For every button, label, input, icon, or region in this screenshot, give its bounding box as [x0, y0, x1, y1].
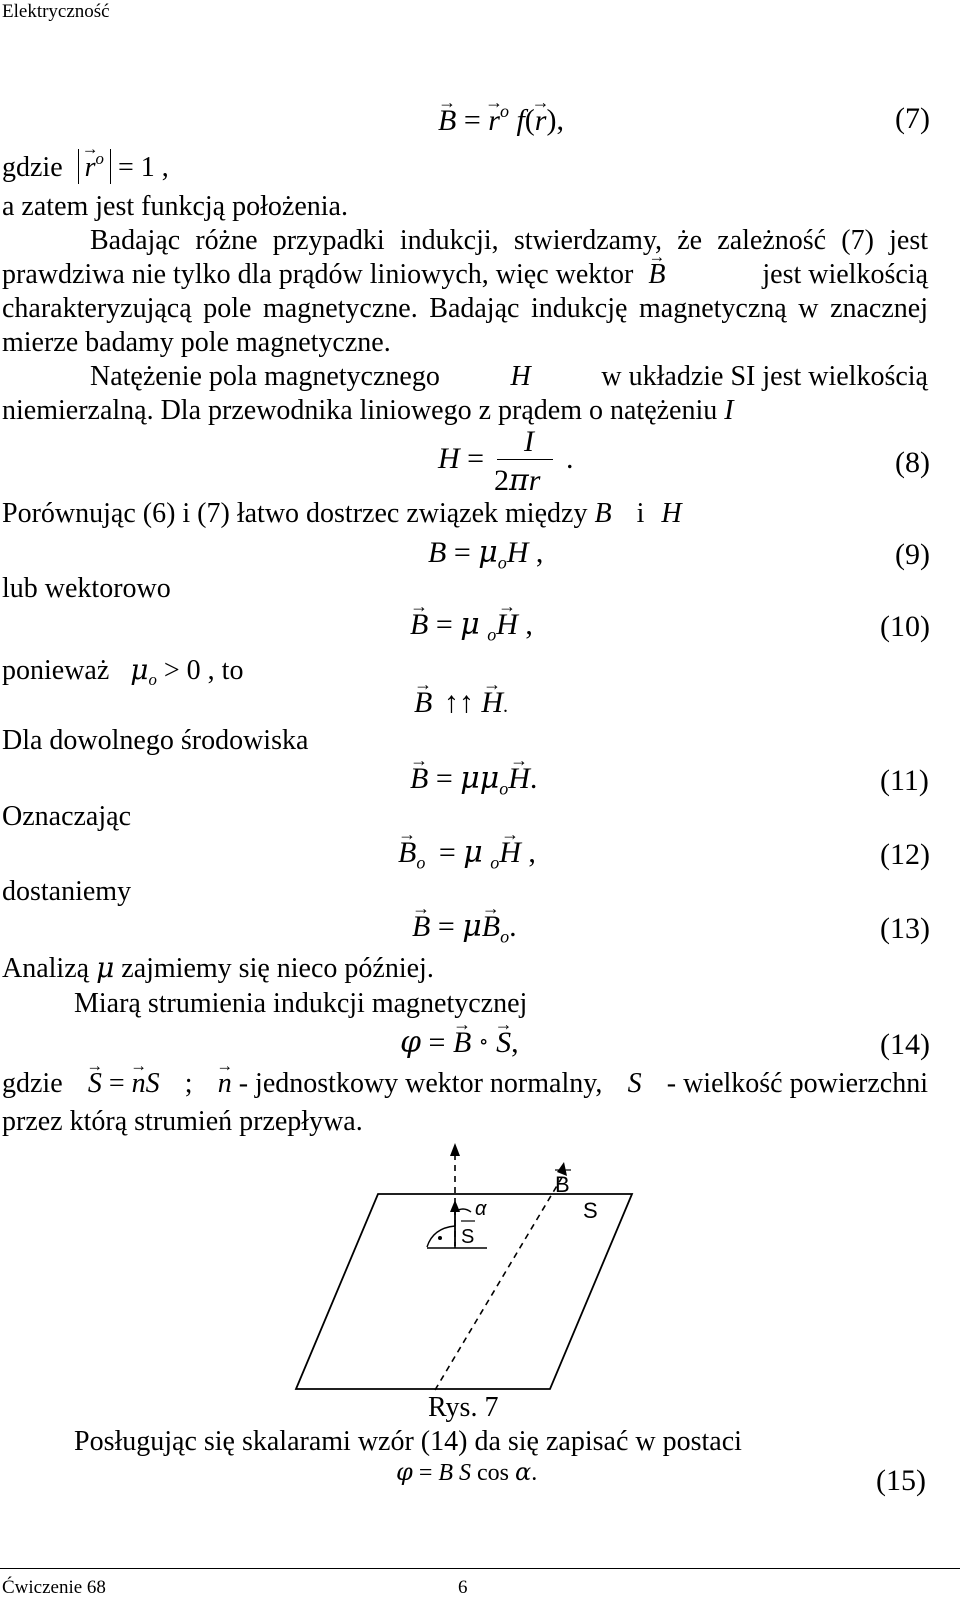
text: gdzie — [2, 1068, 63, 1099]
equals-one: = 1 , — [117, 151, 169, 183]
comma: , — [528, 836, 536, 869]
text-line — [2, 500, 682, 528]
text-line: Miarą strumienia indukcji magnetycznej — [74, 988, 528, 1019]
symbol-s: S — [459, 1460, 472, 1486]
sub-o: o — [500, 926, 510, 947]
digit: 2 — [494, 464, 509, 497]
vec-n: → n — [132, 1070, 146, 1098]
fraction-bar — [497, 459, 553, 460]
equation-number-14: (14) — [880, 1028, 930, 1061]
semicolon: ; — [184, 1068, 193, 1099]
parallel-relation — [414, 688, 508, 718]
period: . — [566, 442, 574, 475]
text-line: mierze badamy pole magnetyczne. — [2, 327, 391, 358]
cos-function: cos — [477, 1460, 510, 1486]
n-desc — [218, 1070, 603, 1098]
equals: = — [453, 536, 471, 569]
text-line — [90, 363, 928, 391]
paren: ( — [524, 103, 535, 137]
page-number: 6 — [458, 1577, 468, 1598]
up-arrow-icon: ↑ — [458, 686, 474, 719]
plane-surface — [296, 1194, 632, 1389]
equation-number-15: (15) — [876, 1464, 926, 1497]
equation-14 — [400, 1025, 519, 1060]
vec-b: → B — [482, 912, 500, 942]
vec-b: → B — [414, 688, 432, 718]
text-line — [2, 653, 244, 689]
phi: φ — [400, 1025, 422, 1060]
pi: π — [509, 463, 529, 498]
alpha-label: α — [475, 1198, 487, 1220]
text-line — [2, 1070, 928, 1098]
equals: = — [463, 103, 481, 137]
symbol-h: H — [661, 498, 682, 529]
equals: = — [435, 762, 453, 795]
gdzie-line — [2, 149, 169, 184]
paren: ), — [546, 103, 564, 137]
dot-product-icon: ∘ — [478, 1031, 489, 1053]
symbol-b: B — [428, 536, 447, 569]
sup-o: o — [95, 149, 104, 168]
text-line: Oznaczając — [2, 801, 131, 832]
symbol-s: S — [627, 1068, 642, 1099]
text-line: a zatem jest funkcją położenia. — [2, 191, 348, 222]
symbol-i: I — [524, 425, 534, 458]
conjunction: i — [636, 498, 645, 529]
s-vector-label: S — [461, 1226, 475, 1248]
text-line: przez którą strumień przepływa. — [2, 1106, 363, 1137]
text: prawdziwa nie tylko dla prądów liniowych, więc wektor — [2, 259, 634, 290]
vec-h: → H — [499, 838, 521, 868]
equation-15 — [396, 1460, 537, 1485]
equals: = — [467, 442, 485, 475]
equation-number-13: (13) — [880, 912, 930, 945]
sub-o: o — [487, 624, 497, 645]
vec-s: → S — [496, 1028, 511, 1058]
comma: , — [535, 536, 544, 569]
vec-r: → r — [488, 106, 500, 136]
equation-13 — [412, 909, 517, 947]
symbol-r: r — [528, 464, 541, 497]
text: Analizą — [2, 953, 90, 984]
figure-rys-7 — [285, 1140, 665, 1400]
text: > 0 , to — [163, 655, 244, 686]
mu: μ — [462, 909, 482, 944]
text-line: charakteryzującą pole magnetyczne. Badając indukcję magnetyczną w znacznej — [2, 293, 928, 324]
text-line — [2, 397, 734, 425]
period: . — [503, 695, 508, 717]
text: w układzie SI jest wielkością — [601, 361, 928, 392]
text: - jednostkowy wektor normalny, — [238, 1068, 603, 1099]
symbol-b: B — [438, 1460, 454, 1486]
period: . — [529, 762, 538, 795]
period: . — [531, 1460, 538, 1486]
vec-h: → H — [496, 610, 518, 640]
equals: = — [418, 1460, 433, 1486]
fraction-numerator — [508, 427, 550, 457]
sub-o: o — [490, 852, 500, 873]
vec-s: → S — [88, 1070, 102, 1098]
equation-number-11: (11) — [880, 764, 929, 797]
text: - wielkość powierzchni — [666, 1068, 928, 1099]
vec-b: → B — [453, 1028, 471, 1058]
equation-9 — [428, 535, 544, 573]
mu: μ — [130, 653, 149, 686]
equation-11 — [410, 761, 538, 799]
right-angle-dot — [438, 1236, 442, 1240]
phi: φ — [396, 1458, 413, 1486]
up-arrow-icon: ↑ — [443, 686, 459, 719]
text: Porównując (6) i (7) łatwo dostrzec związek między — [2, 498, 588, 529]
vec-b: → B — [648, 261, 665, 289]
text-line: Posługując się skalarami wzór (14) da się zapisać w postaci — [74, 1426, 742, 1457]
vec-h: → H — [508, 764, 530, 794]
mu-mu: μμ — [460, 761, 500, 796]
sub-o: o — [416, 852, 426, 873]
text: ponieważ — [2, 655, 110, 686]
mu: μ — [463, 835, 483, 870]
sub-o: o — [497, 552, 507, 573]
equation-10 — [410, 607, 533, 645]
equation-number-8: (8) — [895, 446, 930, 479]
equals: = — [435, 608, 453, 641]
symbol-h: H — [506, 536, 529, 569]
symbol-b: B — [594, 498, 612, 529]
equation-12 — [398, 835, 536, 873]
mu: μ — [478, 535, 498, 570]
footer-left: Ćwiczenie 68 — [2, 1577, 106, 1598]
sub-o: o — [499, 778, 509, 799]
equals: = — [428, 1026, 446, 1059]
comma: , — [525, 608, 533, 641]
equation-number-10: (10) — [880, 610, 930, 643]
equation-7 — [438, 102, 564, 136]
fraction-denominator — [494, 463, 541, 498]
text-line: lub wektorowo — [2, 573, 171, 604]
figure-caption: Rys. 7 — [428, 1392, 499, 1423]
b-label: B — [555, 1172, 570, 1197]
text: zajmiemy się nieco później. — [121, 953, 434, 984]
text-line-with-vector — [2, 261, 928, 289]
mu: μ — [460, 607, 480, 642]
vec-h: → H — [481, 688, 503, 718]
equals: = — [437, 910, 455, 943]
text-line: Badając różne przypadki indukcji, stwierdzamy, że zależność (7) jest — [90, 225, 928, 256]
arrow-head-icon — [450, 1143, 460, 1156]
sub-o: o — [148, 669, 157, 689]
symbol-h: H — [438, 442, 460, 475]
vec-n: → n — [218, 1070, 232, 1098]
vec-r: → r — [85, 151, 96, 185]
abs-value — [78, 149, 111, 184]
text-line: Dla dowolnego środowiska — [2, 725, 309, 756]
word: gdzie — [2, 151, 63, 183]
equation-number-9: (9) — [895, 538, 930, 571]
footer-rule — [0, 1568, 960, 1569]
vec-r: → r — [535, 106, 547, 136]
vec-b: → B — [412, 912, 430, 942]
equals: = — [108, 1068, 125, 1099]
page-header: Elektryczność — [2, 1, 110, 22]
alpha: α — [515, 1458, 532, 1486]
func-f: f — [516, 103, 525, 137]
equation-8-lhs — [438, 444, 484, 474]
equals: = — [438, 836, 456, 869]
text-line: dostaniemy — [2, 876, 132, 907]
symbol-s: S — [145, 1068, 160, 1099]
sup-o: o — [499, 101, 509, 121]
s-plane-label: S — [583, 1198, 598, 1223]
text: jest wielkością — [762, 259, 928, 290]
vec-b: → B — [398, 838, 416, 868]
vec-b: → B — [410, 610, 428, 640]
text: Natężenie pola magnetycznego — [90, 361, 440, 392]
period: . — [509, 910, 517, 943]
equation-number-12: (12) — [880, 838, 930, 871]
formula-s-ns — [88, 1070, 160, 1098]
equation-number-7: (7) — [895, 102, 930, 135]
symbol-i: I — [724, 395, 734, 426]
symbol-h: H — [510, 361, 531, 392]
vec-b: → B — [438, 106, 456, 136]
mu: μ — [96, 951, 115, 984]
text-line — [2, 951, 434, 984]
vec-b: → B — [410, 764, 428, 794]
comma: , — [511, 1026, 519, 1059]
text: niemierzalną. Dla przewodnika liniowego z prądem o natężeniu — [2, 395, 718, 426]
